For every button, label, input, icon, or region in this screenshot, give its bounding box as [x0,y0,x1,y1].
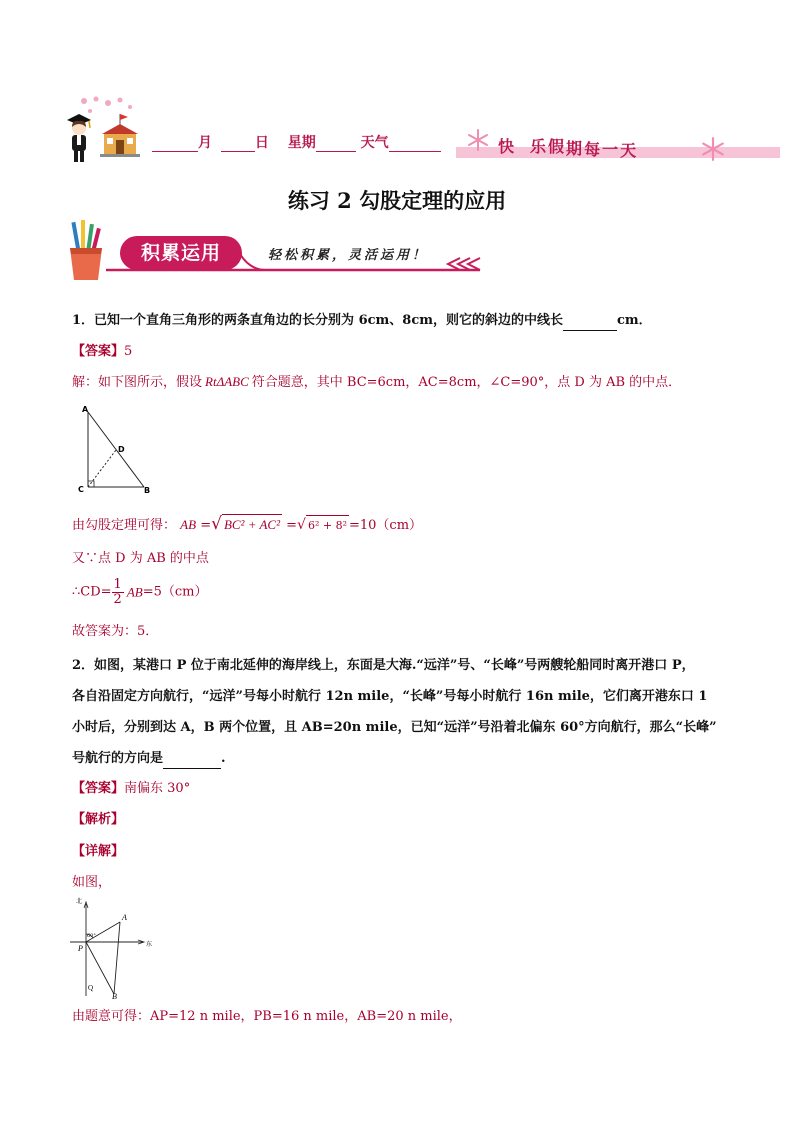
section-label: 积累运用 [120,236,242,270]
q1-cd-line: ∴CD= $\frac{1}{2}$ AB=5（cm） [72,577,208,607]
q2-detail-tag: 【详解】 [72,844,125,859]
snowflake-icon [466,128,490,152]
school-building-icon [96,112,144,158]
graduate-girl-icon [64,112,94,164]
q1-answer: 【答案】5 [72,344,133,359]
week-label: 星期 [287,135,316,151]
fig2-north-label: 北 [76,898,83,905]
q1-pythagoras: 由勾股定理可得： AB =√ BC² + AC² =√ 6² + 8² =10（cm） [72,514,423,534]
fig2-label-q: Q [88,984,94,992]
page-title: 练习 2 勾股定理的应用 [287,188,507,213]
q2-line-4: 号航行的方向是 . [72,749,226,769]
fig1-label-d: D [118,445,125,454]
date-weather-blanks [152,132,441,152]
right-triangle-figure [72,402,162,494]
q2-answer: 【答案】南偏东 30° [72,781,191,796]
header-slogan: 快 乐假期每一天 [498,137,639,160]
q1-midpoint-line: 又∵点 D 为 AB 的中点 [72,551,209,566]
q1-final-answer: 故答案为：5． [72,624,159,639]
fig1-label-a: A [82,405,89,414]
fig2-label-p: P [78,944,83,953]
weather-label: 天气 [360,135,389,151]
month-label: 月 [198,135,212,151]
q1-answer-blank[interactable] [563,316,617,331]
fig1-label-c: C [78,485,84,494]
day-blank[interactable] [221,135,255,152]
q2-given: 由题意可得：AP=12 n mile，PB=16 n mile，AB=20 n mile， [72,1009,462,1024]
q1-question: 1．已知一个直角三角形的两条直角边的长分别为 6cm、8cm，则它的斜边的中线长 cm． [72,311,652,331]
q2-analysis-tag: 【解析】 [72,812,125,827]
fig2-east-label: 东 [146,941,153,948]
weather-blank[interactable] [389,135,441,152]
q2-answer-blank[interactable] [163,754,221,769]
q2-figure-intro: 如图， [72,875,112,890]
fig2-label-a: A [122,913,127,922]
q2-line-2: 各自沿固定方向航行，“远洋”号每小时航行 12n mile，“长峰”号每小时航行 16n mile，它们离开港东口 1 [72,689,708,704]
fig1-label-b: B [144,486,151,494]
q1-solution: 解：如下图所示，假设 RtΔABC 符合题意，其中 BC=6cm，AC=8cm，∠C=90°，点 D 为 AB 的中点． [72,374,682,390]
q2-line-1: 2．如图，某港口 P 位于南北延伸的海岸线上，东面是大海.“远洋”号、“长峰”号两艘轮船同时离开港口 P， [72,658,695,673]
fig2-angle-label: 60° [87,933,96,939]
section-tagline: 轻松积累，灵活运用！ [268,248,429,263]
month-blank[interactable] [152,135,198,152]
snowflake-icon [700,136,726,162]
week-blank[interactable] [316,135,356,152]
q2-line-3: 小时后，分别到达 A，B 两个位置，且 AB=20n mile，已知“远洋”号沿着北偏东 60°方向航行，那么“长峰” [72,720,717,735]
fig2-label-b: B [112,992,117,1000]
day-label: 日 [254,135,269,151]
compass-figure [66,896,156,1000]
